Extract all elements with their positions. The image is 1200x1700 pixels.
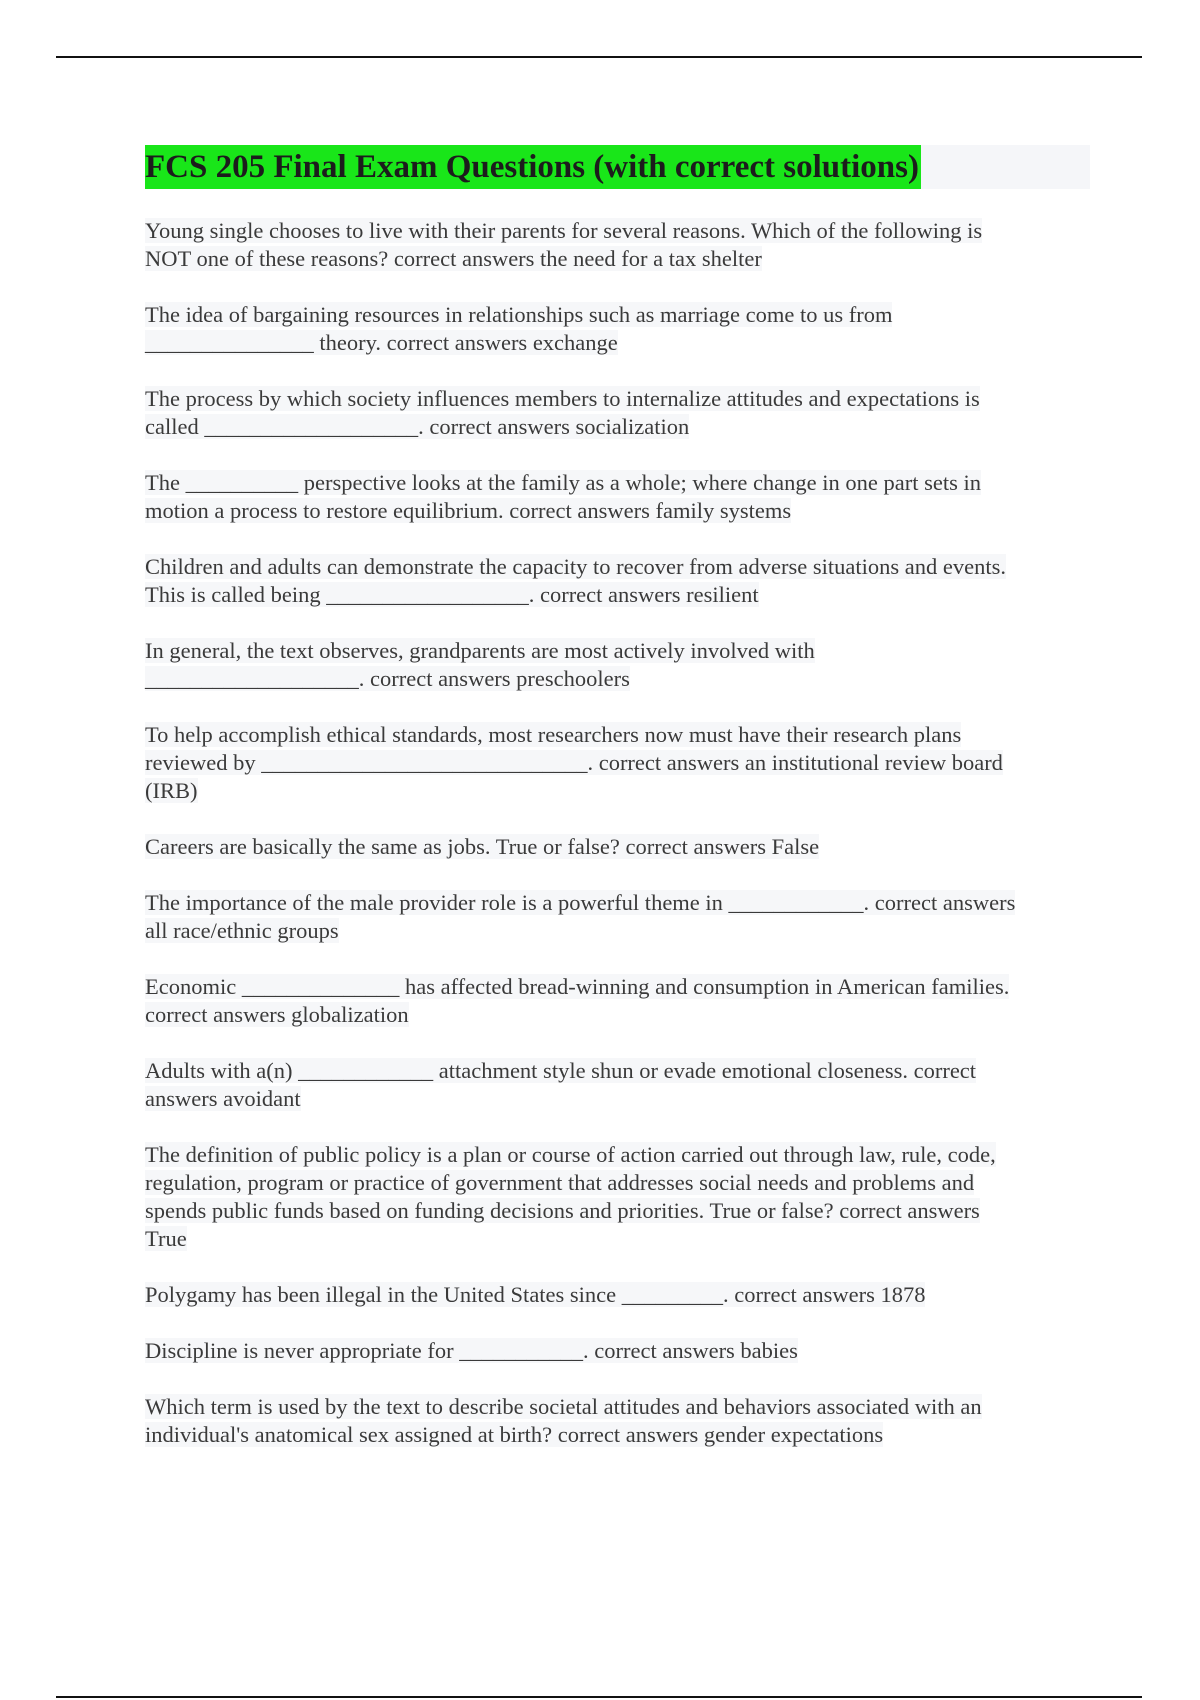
text-line-content: (IRB) [145, 778, 198, 803]
bottom-rule [56, 1696, 1142, 1698]
text-line-content: To help accomplish ethical standards, most researchers now must have their research plans [145, 722, 962, 747]
question-answer-item [145, 1393, 1090, 1449]
text-line [145, 1337, 1090, 1365]
text-line [145, 1421, 1090, 1449]
text-line [145, 329, 1090, 357]
question-list [145, 217, 1090, 1449]
text-line [145, 749, 1090, 777]
text-line [145, 1169, 1090, 1197]
question-answer-item [145, 385, 1090, 441]
text-line-content: The definition of public policy is a plan or course of action carried out through law, rule, code, [145, 1142, 996, 1167]
text-line [145, 1393, 1090, 1421]
text-line-content: motion a process to restore equilibrium. correct answers family systems [145, 498, 792, 523]
text-line-content: The __________ perspective looks at the family as a whole; where change in one part sets in [145, 470, 982, 495]
text-line-content: all race/ethnic groups [145, 918, 339, 943]
text-line [145, 1001, 1090, 1029]
text-line-content: spends public funds based on funding decisions and priorities. True or false? correct answers [145, 1198, 980, 1223]
top-rule [56, 56, 1142, 58]
text-line [145, 217, 1090, 245]
text-line [145, 1085, 1090, 1113]
text-line-content: Polygamy has been illegal in the United States since _________. correct answers 1878 [145, 1282, 926, 1307]
text-line [145, 413, 1090, 441]
text-line [145, 833, 1090, 861]
text-line-content: answers avoidant [145, 1086, 301, 1111]
text-line-content: individual's anatomical sex assigned at birth? correct answers gender expectations [145, 1422, 884, 1447]
question-answer-item [145, 637, 1090, 693]
document-title: FCS 205 Final Exam Questions (with correct solutions) [145, 145, 921, 189]
document-body [145, 145, 1090, 1477]
text-line [145, 1141, 1090, 1169]
text-line [145, 385, 1090, 413]
text-line-content: The process by which society influences members to internalize attitudes and expectations is [145, 386, 980, 411]
question-answer-item [145, 1337, 1090, 1365]
text-line [145, 581, 1090, 609]
text-line-content: _______________ theory. correct answers exchange [145, 330, 618, 355]
text-line-content: Careers are basically the same as jobs. True or false? correct answers False [145, 834, 820, 859]
text-line-content: Children and adults can demonstrate the capacity to recover from adverse situations and events. [145, 554, 1006, 579]
text-line [145, 1057, 1090, 1085]
question-answer-item [145, 469, 1090, 525]
text-line [145, 721, 1090, 749]
text-line [145, 245, 1090, 273]
text-line [145, 1197, 1090, 1225]
text-line-content: The importance of the male provider role is a powerful theme in ____________. correct answers [145, 890, 1016, 915]
text-line [145, 637, 1090, 665]
text-line [145, 1281, 1090, 1309]
text-line-content: This is called being __________________. correct answers resilient [145, 582, 759, 607]
question-answer-item [145, 973, 1090, 1029]
text-line-content: Economic ______________ has affected bread-winning and consumption in American families. [145, 974, 1010, 999]
text-line [145, 553, 1090, 581]
text-line-content: Young single chooses to live with their parents for several reasons. Which of the following is [145, 218, 983, 243]
text-line-content: correct answers globalization [145, 1002, 409, 1027]
text-line [145, 889, 1090, 917]
text-line [145, 973, 1090, 1001]
text-line-content: ___________________. correct answers preschoolers [145, 666, 630, 691]
text-line-content: The idea of bargaining resources in relationships such as marriage come to us from [145, 302, 893, 327]
question-answer-item [145, 301, 1090, 357]
text-line [145, 777, 1090, 805]
question-answer-item [145, 889, 1090, 945]
text-line [145, 301, 1090, 329]
text-line-content: reviewed by _____________________________. correct answers an institutional review board [145, 750, 1003, 775]
text-line [145, 917, 1090, 945]
question-answer-item [145, 833, 1090, 861]
text-line [145, 469, 1090, 497]
question-answer-item [145, 1281, 1090, 1309]
text-line-content: NOT one of these reasons? correct answers the need for a tax shelter [145, 246, 762, 271]
question-answer-item [145, 1057, 1090, 1113]
text-line-content: Which term is used by the text to describe societal attitudes and behaviors associated with an [145, 1394, 982, 1419]
text-line [145, 497, 1090, 525]
question-answer-item [145, 721, 1090, 805]
text-line [145, 665, 1090, 693]
text-line-content: Discipline is never appropriate for ___________. correct answers babies [145, 1338, 798, 1363]
title-row [145, 145, 1090, 189]
text-line [145, 1225, 1090, 1253]
text-line-content: regulation, program or practice of government that addresses social needs and problems and [145, 1170, 975, 1195]
text-line-content: called ___________________. correct answers socialization [145, 414, 690, 439]
text-line-content: Adults with a(n) ____________ attachment style shun or evade emotional closeness. correct [145, 1058, 977, 1083]
question-answer-item [145, 553, 1090, 609]
question-answer-item [145, 1141, 1090, 1253]
question-answer-item [145, 217, 1090, 273]
text-line-content: In general, the text observes, grandparents are most actively involved with [145, 638, 815, 663]
text-line-content: True [145, 1226, 187, 1251]
